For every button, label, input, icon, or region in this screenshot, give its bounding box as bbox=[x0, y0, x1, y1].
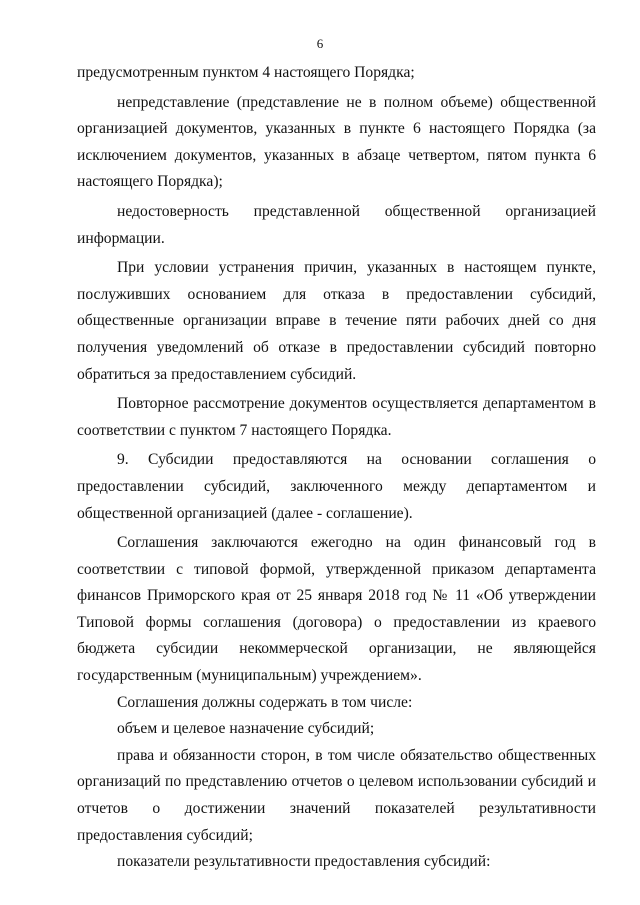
paragraph: При условии устранения причин, указанных в настоящем пункте, послуживших основанием для отказа в предоставлении субсидий, общественные организации вправе в течение пяти рабочих дней со дня получения уведомлений об отказе в предоставлении субсидий повторно обратиться за предоставлением субсидий. bbox=[77, 259, 596, 383]
paragraph: показатели результативности предоставления субсидий: bbox=[117, 853, 491, 871]
paragraph: непредставление (представление не в полном объеме) общественной организацией документов, указанных в пункте 6 настоящего Порядка (за исключением документов, указанных в абзаце четвертом, пятом пункта 6 настоящего Порядка); bbox=[77, 93, 596, 191]
paragraph: объем и целевое назначение субсидий; bbox=[117, 720, 375, 738]
paragraph: Соглашения должны содержать в том числе: bbox=[117, 693, 413, 711]
paragraph-continuation: предусмотренным пунктом 4 настоящего Порядка; bbox=[77, 64, 415, 81]
paragraph: недостоверность представленной общественной организацией информации. bbox=[77, 202, 596, 247]
paragraph: права и обязанности сторон, в том числе обязательство общественных организаций по представлению отчетов о целевом использовании субсидий и отчетов о достижении значений показателей результативности предоставления субсидий; bbox=[77, 746, 596, 844]
page-number: 6 bbox=[316, 36, 324, 51]
paragraph: Повторное рассмотрение документов осуществляется департаментом в соответствии с пунктом 7 настоящего Порядка. bbox=[77, 395, 596, 439]
document-body bbox=[77, 60, 596, 876]
paragraph-item-9: 9. Субсидии предоставляются на основании соглашения о предоставлении субсидий, заключенного между департаментом и общественной организацией (далее - соглашение). bbox=[77, 451, 596, 522]
paragraph: Соглашения заключаются ежегодно на один финансовый год в соответствии с типовой формой, утвержденной приказом департамента финансов Приморского края от 25 января 2018 год № 11 «Об утверждении Типовой формы соглашения (договора) о предоставлении из краевого бюджета субсидии некоммерческой организации, не являющейся государственным (муниципальным) учреждением». bbox=[77, 534, 596, 685]
